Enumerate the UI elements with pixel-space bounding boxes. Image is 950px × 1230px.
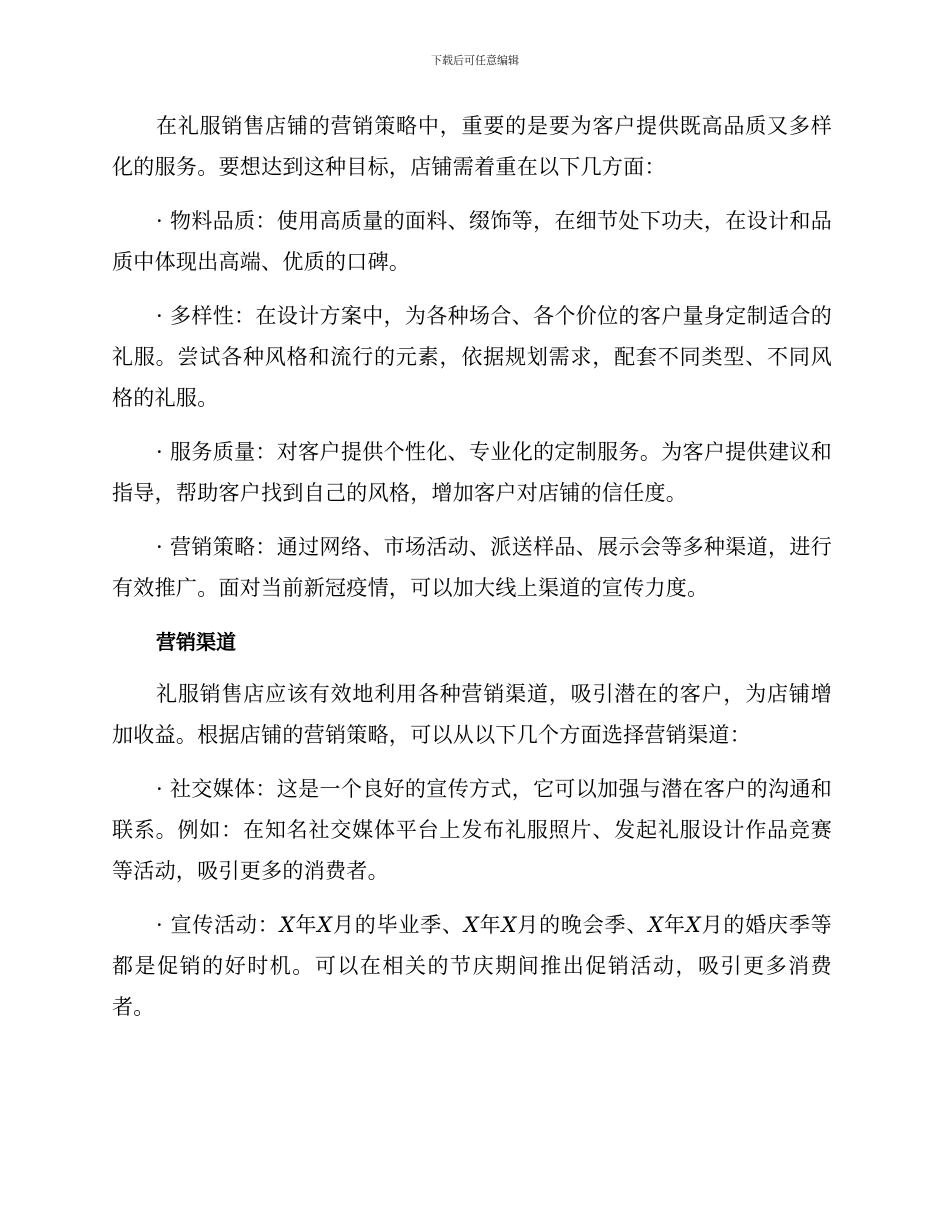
section-heading-channels: 营销渠道 bbox=[156, 630, 236, 654]
item-service-quality: · 服务质量：对客户提供个性化、专业化的定制服务。为客户提供建议和指导，帮助客户找到自己的风格，增加客户对店铺的信任度。 bbox=[112, 440, 832, 505]
document-body bbox=[112, 106, 832, 1041]
promo-var-x: X bbox=[685, 913, 702, 937]
promo-lead: · 宣传活动： bbox=[156, 913, 280, 937]
promo-var-x: X bbox=[501, 913, 517, 937]
promo-year: 年 bbox=[663, 913, 686, 937]
promo-graduation: 月的毕业季、 bbox=[332, 913, 464, 937]
intro-paragraph: 在礼服销售店铺的营销策略中，重要的是要为客户提供既高品质又多样化的服务。要想达到这种目标，店铺需着重在以下几方面： bbox=[112, 114, 832, 179]
promo-var-x: X bbox=[648, 913, 664, 937]
promo-var-x: X bbox=[279, 913, 295, 937]
channels-intro-paragraph: 礼服销售店应该有效地利用各种营销渠道，吸引潜在的客户，为店铺增加收益。根据店铺的营销策略，可以从以下几个方面选择营销渠道： bbox=[112, 682, 832, 747]
item-social-media: · 社交媒体：这是一个良好的宣传方式，它可以加强与潜在客户的沟通和联系。例如：在知名社交媒体平台上发布礼服照片、发起礼服设计作品竞赛等活动，吸引更多的消费者。 bbox=[112, 777, 832, 883]
promo-gala: 月的晚会季、 bbox=[516, 913, 649, 937]
item-material-quality: · 物料品质：使用高质量的面料、缀饰等，在细节处下功夫，在设计和品质中体现出高端、优质的口碑。 bbox=[112, 209, 832, 274]
item-promo-activities bbox=[112, 905, 832, 1028]
promo-year: 年 bbox=[294, 913, 318, 937]
item-diversity: · 多样性：在设计方案中，为各种场合、各个价位的客户量身定制适合的礼服。尝试各种风格和流行的元素，依据规划需求，配套不同类型、不同风格的礼服。 bbox=[112, 304, 832, 410]
promo-year: 年 bbox=[479, 913, 502, 937]
page-header: 下载后可任意编辑 bbox=[431, 54, 519, 67]
item-marketing-strategy: · 营销策略：通过网络、市场活动、派送样品、展示会等多种渠道，进行有效推广。面对当前新冠疫情，可以加大线上渠道的宣传力度。 bbox=[112, 535, 832, 600]
promo-wedding: 月的婚庆季等都是促销的好时机。可以在相关的节庆期间推出促销活动，吸引更多消费者。 bbox=[112, 913, 832, 1019]
promo-var-x: X bbox=[317, 913, 333, 937]
promo-var-x: X bbox=[463, 913, 480, 937]
